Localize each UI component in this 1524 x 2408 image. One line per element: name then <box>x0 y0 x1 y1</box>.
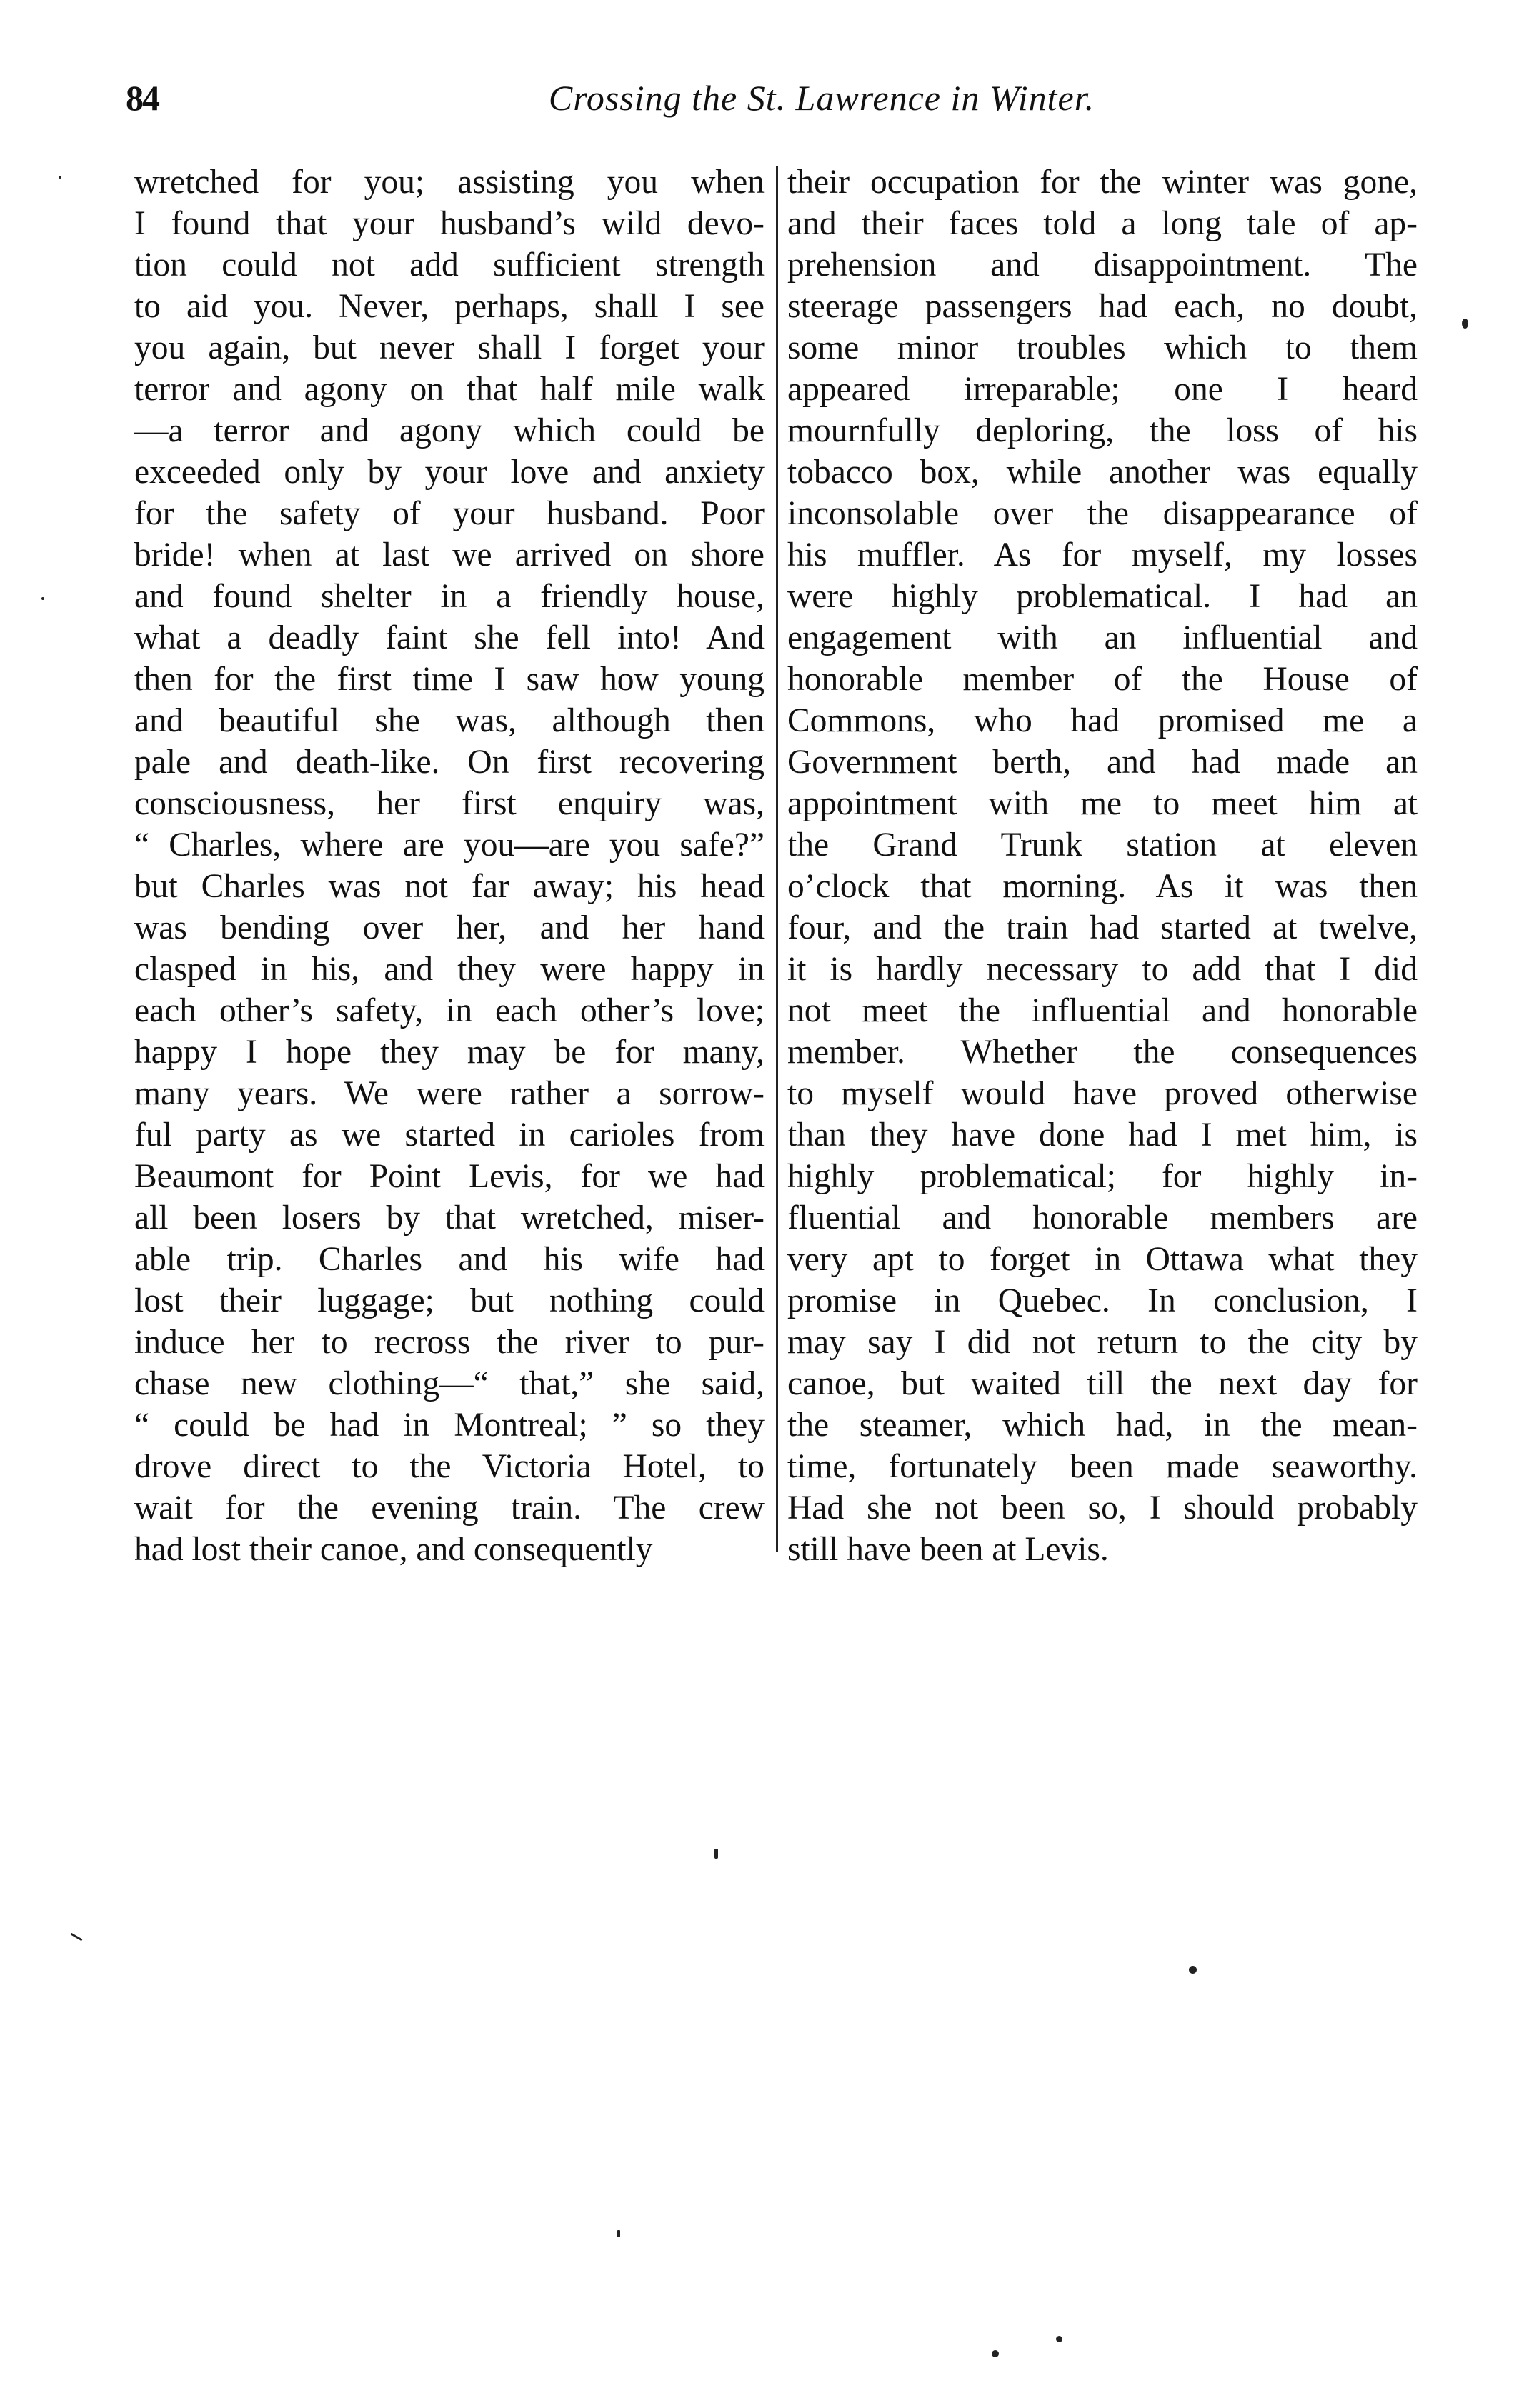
text-line: clasped in his, and they were happy in <box>134 951 765 988</box>
text-line: o’clock that morning. As it was then <box>787 868 1418 905</box>
text-line: terror and agony on that half mile walk <box>134 371 765 408</box>
column-rule <box>776 166 778 1552</box>
text-line: his muffler. As for myself, my losses <box>787 536 1418 574</box>
text-line: steerage passengers had each, no doubt, <box>787 288 1418 325</box>
text-line: all been losers by that wretched, miser- <box>134 1199 765 1237</box>
text-line: were highly problematical. I had an <box>787 578 1418 615</box>
text-line: prehension and disappointment. The <box>787 246 1418 284</box>
text-line: “ Charles, where are you—are you safe?” <box>134 826 765 864</box>
text-line: Beaumont for Point Levis, for we had <box>134 1158 765 1195</box>
text-line: “ could be had in Montreal; ” so they <box>134 1407 765 1444</box>
text-line: happy I hope they may be for many, <box>134 1034 765 1071</box>
text-line: to myself would have proved otherwise <box>787 1075 1418 1112</box>
text-line: some minor troubles which to them <box>787 329 1418 366</box>
scan-speck <box>70 1933 82 1942</box>
text-line: very apt to forget in Ottawa what they <box>787 1241 1418 1278</box>
text-line: to aid you. Never, perhaps, shall I see <box>134 288 765 325</box>
page-number: 84 <box>126 78 159 118</box>
text-line: you again, but never shall I forget your <box>134 329 765 366</box>
text-line: drove direct to the Victoria Hotel, to <box>134 1448 765 1485</box>
text-line: I found that your husband’s wild devo- <box>134 205 765 242</box>
scan-speck <box>1462 319 1468 329</box>
text-line: member. Whether the consequences <box>787 1034 1418 1071</box>
text-line: Government berth, and had made an <box>787 744 1418 781</box>
text-line: ful party as we started in carioles from <box>134 1116 765 1154</box>
text-line: was bending over her, and her hand <box>134 909 765 946</box>
text-line: appeared irreparable; one I heard <box>787 371 1418 408</box>
text-line: fluential and honorable members are <box>787 1199 1418 1237</box>
text-line: Had she not been so, I should probably <box>787 1489 1418 1527</box>
text-line: what a deadly faint she fell into! And <box>134 619 765 656</box>
text-line: —a terror and agony which could be <box>134 412 765 449</box>
text-line: chase new clothing—“ that,” she said, <box>134 1365 765 1402</box>
text-line: four, and the train had started at twelve, <box>787 909 1418 946</box>
text-line: consciousness, her first enquiry was, <box>134 785 765 822</box>
running-title: Crossing the St. Lawrence in Winter. <box>548 78 1095 118</box>
scan-speck <box>992 2350 999 2357</box>
right-column <box>787 161 1418 1570</box>
text-line: mournfully deploring, the loss of his <box>787 412 1418 449</box>
text-line: induce her to recross the river to pur- <box>134 1324 765 1361</box>
text-line: but Charles was not far away; his head <box>134 868 765 905</box>
text-line: tion could not add sufficient strength <box>134 246 765 284</box>
text-line: and found shelter in a friendly house, <box>134 578 765 615</box>
text-line: wait for the evening train. The crew <box>134 1489 765 1527</box>
text-line: Commons, who had promised me a <box>787 702 1418 739</box>
text-line: not meet the influential and honorable <box>787 992 1418 1029</box>
text-line: than they have done had I met him, is <box>787 1116 1418 1154</box>
left-column <box>134 161 765 1570</box>
text-line: canoe, but waited till the next day for <box>787 1365 1418 1402</box>
text-line: engagement with an influential and <box>787 619 1418 656</box>
text-line: time, fortunately been made seaworthy. <box>787 1448 1418 1485</box>
text-line: lost their luggage; but nothing could <box>134 1282 765 1319</box>
text-line: many years. We were rather a sorrow- <box>134 1075 765 1112</box>
text-line: highly problematical; for highly in- <box>787 1158 1418 1195</box>
text-line: exceeded only by your love and anxiety <box>134 454 765 491</box>
text-line: inconsolable over the disappearance of <box>787 495 1418 532</box>
text-line: each other’s safety, in each other’s love; <box>134 992 765 1029</box>
text-line: and their faces told a long tale of ap- <box>787 205 1418 242</box>
scan-speck <box>714 1849 718 1859</box>
text-line: the steamer, which had, in the mean- <box>787 1407 1418 1444</box>
text-line: tobacco box, while another was equally <box>787 454 1418 491</box>
text-line: then for the first time I saw how young <box>134 661 765 698</box>
scan-speck <box>617 2230 620 2237</box>
text-line: the Grand Trunk station at eleven <box>787 826 1418 864</box>
text-line: pale and death-like. On first recovering <box>134 744 765 781</box>
text-line: able trip. Charles and his wife had <box>134 1241 765 1278</box>
text-line: their occupation for the winter was gone, <box>787 164 1418 201</box>
text-line: wretched for you; assisting you when <box>134 164 765 201</box>
scan-speck <box>41 597 44 600</box>
scan-speck <box>59 176 61 179</box>
text-line: for the safety of your husband. Poor <box>134 495 765 532</box>
scan-speck <box>1189 1966 1197 1974</box>
text-line: bride! when at last we arrived on shore <box>134 536 765 574</box>
text-line: may say I did not return to the city by <box>787 1324 1418 1361</box>
scan-speck <box>1056 2336 1062 2342</box>
text-line: appointment with me to meet him at <box>787 785 1418 822</box>
text-line: and beautiful she was, although then <box>134 702 765 739</box>
text-line: still have been at Levis. <box>787 1531 1109 1568</box>
text-line: honorable member of the House of <box>787 661 1418 698</box>
text-line: promise in Quebec. In conclusion, I <box>787 1282 1418 1319</box>
text-line: it is hardly necessary to add that I did <box>787 951 1418 988</box>
text-line: had lost their canoe, and consequently <box>134 1531 653 1568</box>
